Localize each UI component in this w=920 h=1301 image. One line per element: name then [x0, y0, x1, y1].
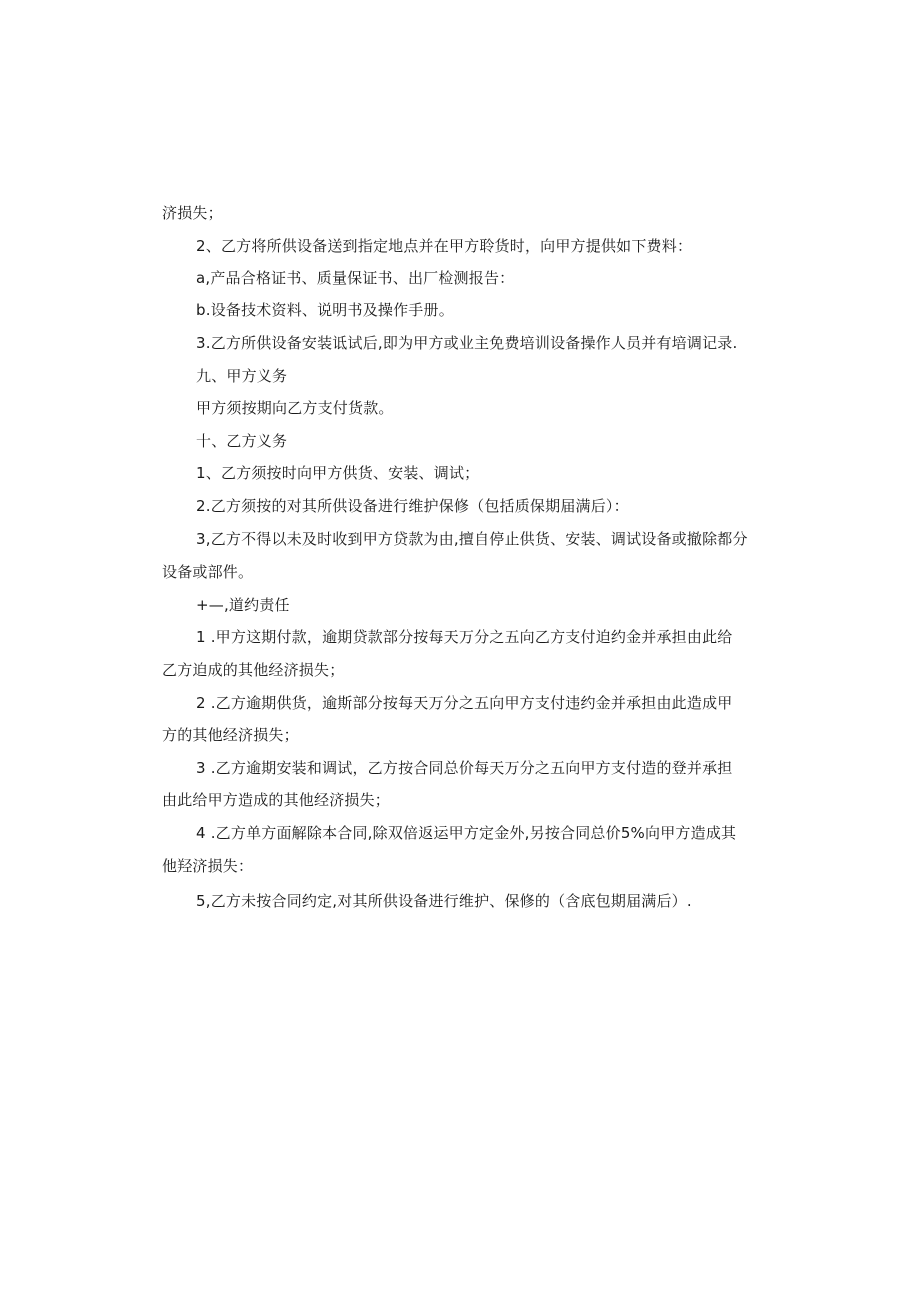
section-heading: 十、乙方义务: [196, 432, 288, 450]
text-line: 1 .甲方这期付款，逾期贷款部分按每天万分之五向乙方支付迫约金并承担由此给: [196, 628, 733, 646]
text-line: 乙方迫成的其他经济损失；: [162, 661, 345, 679]
text-line: 3,乙方不得以未及时收到甲方贷款为由,擅自停止供货、安装、调试设备或撤除都分: [196, 530, 748, 548]
text-line: 1、乙方须按时向甲方供货、安装、调试；: [196, 464, 480, 482]
text-line: 4 .乙方单方面解除本合同,除双倍返运甲方定金外,另按合同总价5%向甲方造成其: [196, 824, 737, 842]
text-line: 3 .乙方逾期安装和调试，乙方按合同总价每天万分之五向甲方支付造的登并承担: [196, 759, 733, 777]
text-line: 济损失；: [162, 204, 223, 222]
text-line: 2.乙方须按的对其所供设备进行维护保修（包括质保期届满后）：: [196, 497, 629, 515]
text-line: 设备或部件。: [162, 563, 254, 581]
section-heading: 九、甲方义务: [196, 367, 288, 385]
text-line: 3.乙方所供设备安装诋试后,即为甲方或业主免费培训设备操作人员并有培调记录.: [196, 334, 738, 352]
text-line: 方的其他经济损失；: [162, 726, 299, 744]
text-line: 5,乙方未按合同约定,对其所供设备进行维护、保修的（含底包期届满后）.: [196, 892, 692, 910]
text-line: 由此给甲方造成的其他经济损失；: [162, 791, 391, 809]
text-line: a,产品合格证书、质量保证书、出厂检测报告：: [196, 269, 515, 287]
text-line: 2、乙方将所供设备送到指定地点并在甲方聆货时，向甲方提供如下费料：: [196, 237, 693, 255]
text-line: 2 .乙方逾期供货，逾斯部分按每天万分之五向甲方支付违约金并承担由此造成甲: [196, 694, 733, 712]
text-line: 甲方须按期向乙方支付货款。: [196, 399, 394, 417]
text-line: 他羟济损失：: [162, 857, 254, 875]
section-heading: +—,道约责任: [196, 596, 290, 614]
text-line: b.设备技术资料、说明书及操作手册。: [196, 301, 454, 319]
